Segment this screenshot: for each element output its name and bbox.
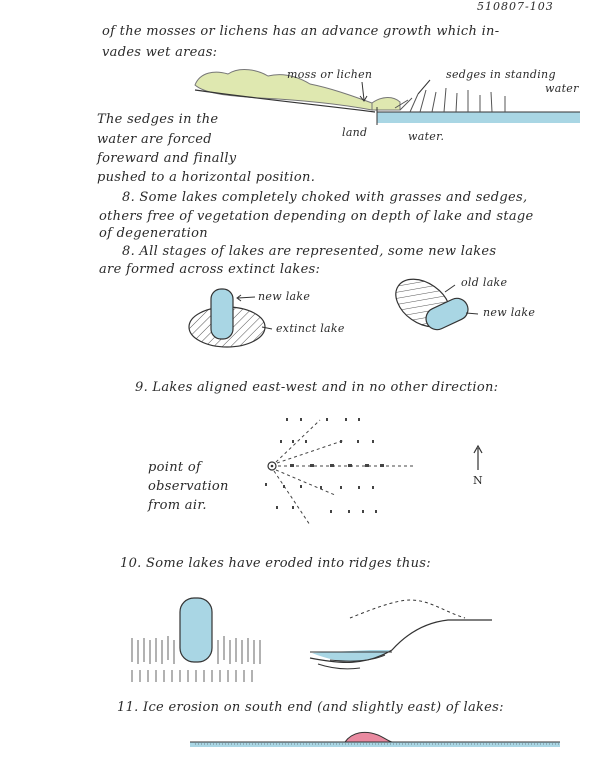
- text-line: of degeneration: [99, 226, 208, 241]
- page-reference: 510807-103: [477, 0, 554, 13]
- label-new-lake-1: new lake: [258, 290, 311, 303]
- label-extinct-lake: extinct lake: [276, 322, 345, 335]
- text-line: 9. Lakes aligned east-west and in no other direction:: [135, 380, 499, 395]
- label-new-lake-2: new lake: [483, 306, 536, 319]
- text-line: vades wet areas:: [102, 45, 218, 60]
- label-from-air: from air.: [148, 498, 207, 513]
- label-water-top: water: [545, 82, 579, 95]
- label-old-lake: old lake: [461, 276, 508, 289]
- label-point-of: point of: [148, 460, 202, 475]
- text-line: water are forced: [97, 132, 212, 147]
- text-line: 11. Ice erosion on south end (and slightly east) of lakes:: [117, 700, 504, 715]
- text-line: pushed to a horizontal position.: [97, 170, 316, 185]
- text-line: are formed across extinct lakes:: [99, 262, 321, 277]
- label-water-bottom: water.: [408, 130, 445, 143]
- label-north: N: [473, 474, 483, 487]
- text-line: of the mosses or lichens has an advance growth which in-: [102, 24, 500, 39]
- label-moss-or-lichen: moss or lichen: [287, 68, 373, 81]
- text-line: 8. All stages of lakes are represented, some new lakes: [122, 244, 497, 259]
- label-land: land: [342, 126, 368, 139]
- label-observation: observation: [148, 479, 229, 494]
- text-line: foreward and finally: [97, 151, 237, 166]
- text-line: others free of vegetation depending on depth of lake and stage: [99, 209, 534, 224]
- label-sedges-in-standing: sedges in standing: [446, 68, 556, 81]
- text-line: 8. Some lakes completely choked with grasses and sedges,: [122, 190, 528, 205]
- text-line: The sedges in the: [97, 112, 219, 127]
- text-line: 10. Some lakes have eroded into ridges thus:: [120, 556, 431, 571]
